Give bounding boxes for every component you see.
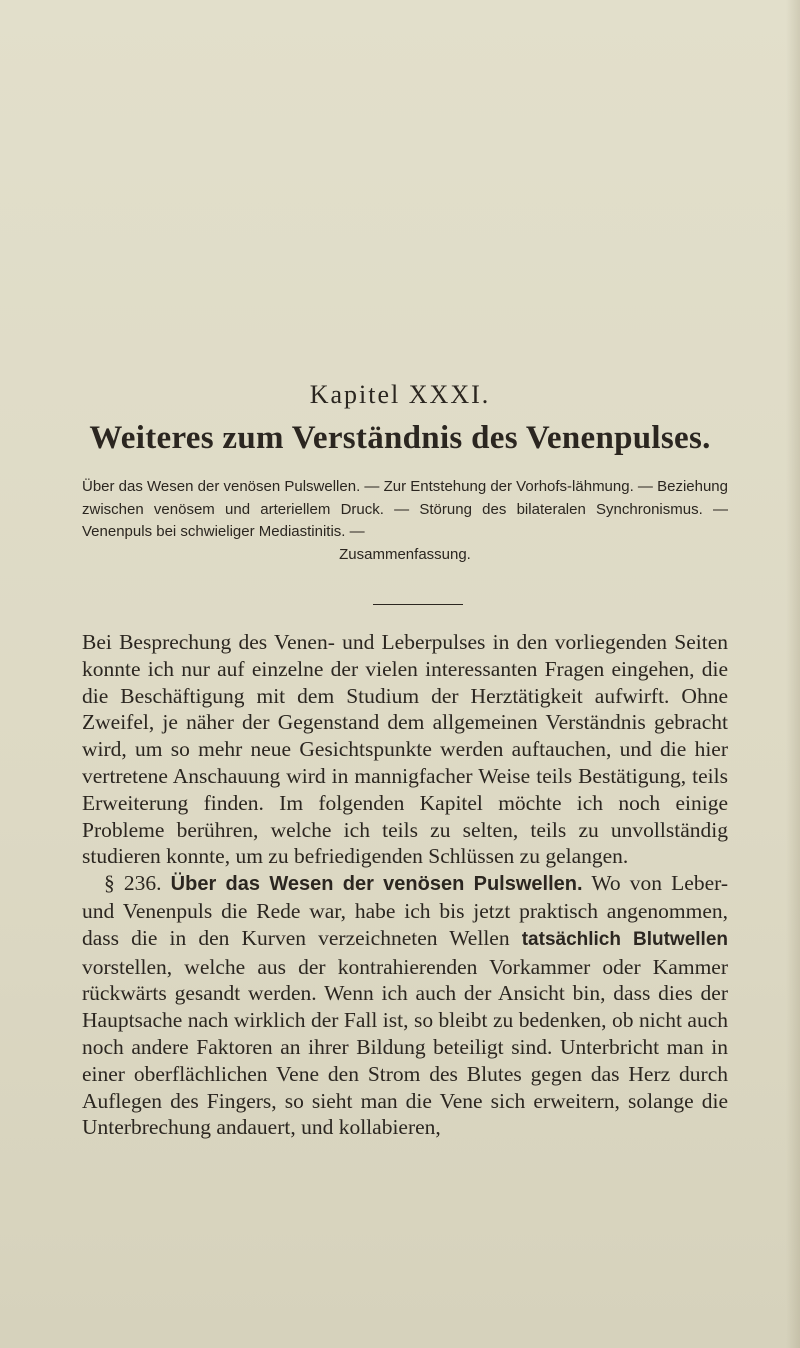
- paragraph-2-text-b: vorstellen, welche aus der kontrahierenden Vorkammer oder Kammer rückwärts gesandt werden. Wenn ich auch der Ansicht bin, dass dies der Hauptsache nach wirklich der Fall ist, so bleibt zu bedenken, ob nicht auch noch andere Faktoren an ihrer Bildung beteiligt sind. Unterbricht man in einer oberflächlichen Vene den Strom des Blutes gegen das Herz durch Auflegen des Fingers, so sieht man die Vene sich erweitern, solange die Unterbrechung andauert, und kollabieren,: [82, 954, 728, 1140]
- paragraph-2: [82, 870, 728, 1141]
- section-title: Über das Wesen der venösen Pulswellen.: [170, 873, 583, 896]
- page-edge-shadow: [786, 0, 800, 1348]
- paragraph-1: Bei Besprechung des Venen- und Leberpulses in den vorliegenden Seiten konnte ich nur auf einzelne der vielen interessanten Fragen eingehen, die die Beschäftigung mit dem Studium der Herztätigkeit aufwirft. Ohne Zweifel, je näher der Gegenstand dem allgemeinen Verständnis gebracht wird, um so mehr neue Gesichtspunkte werden auftauchen, und die hier vertretene Anschauung wird in mannigfacher Weise teils Bestätigung, teils Erweiterung finden. Im folgenden Kapitel möchte ich noch einige Probleme berühren, welche ich teils zu selten, teils zu unvollständig studieren konnte, um zu befriedigenden Schlüssen zu gelangen.: [82, 630, 728, 869]
- body-text: [82, 629, 728, 1141]
- paragraph-2-text-a: Wo von Leber- und Venenpuls die Rede war, habe ich bis jetzt praktisch angenommen, dass die in den Kurven verzeichneten Wellen: [82, 871, 729, 950]
- summary-last-line: Zusammenfassung.: [339, 545, 471, 563]
- separator-rule: [373, 604, 463, 605]
- chapter-title: Weiteres zum Verständnis des Venenpulses.: [89, 420, 711, 456]
- summary-text: Über das Wesen der venösen Pulswellen. — Zur Entstehung der Vorhofs-lähmung. — Beziehung zwischen venösem und arteriellem Druck. — Störung des bilateralen Synchronismus. — Venenpuls bei schwieliger Mediastinitis. —: [82, 478, 728, 540]
- chapter-summary: [82, 476, 728, 566]
- chapter-heading: Kapitel XXXI.: [309, 380, 491, 409]
- section-number: § 236.: [104, 871, 162, 896]
- bold-term: tatsächlich Blutwellen: [521, 928, 729, 950]
